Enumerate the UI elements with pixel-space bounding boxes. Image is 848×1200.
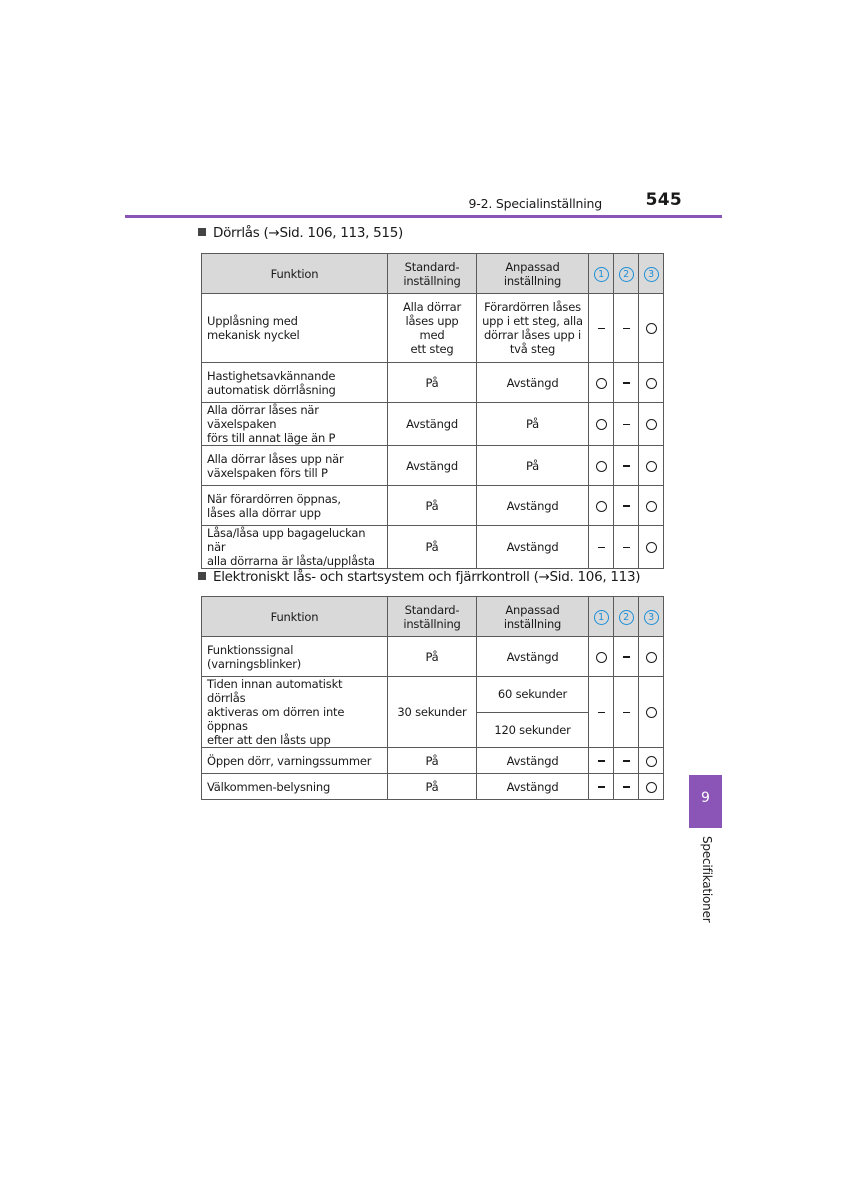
mode-2-icon: 2 <box>619 267 634 282</box>
row-standard: Avstängd <box>388 403 477 446</box>
table-row <box>202 294 664 363</box>
row-funktion: Låsa/låsa upp bagageluckan när alla dörrarna är låsta/upplåsta <box>202 526 388 569</box>
chapter-tab <box>689 775 722 828</box>
row-funktion: Hastighetsavkännande automatisk dörrlåsning <box>202 363 388 403</box>
row-anpassad: Avstängd <box>477 363 589 403</box>
section-title-doorlock <box>198 225 403 241</box>
header-funktion: Funktion <box>202 254 388 294</box>
table-header-row <box>202 254 664 294</box>
row-funktion: Öppen dörr, varningssummer <box>202 748 388 774</box>
header-anpassad: Anpassad inställning <box>477 254 589 294</box>
not-supported-dash-icon <box>623 505 630 506</box>
supported-circle-icon <box>646 419 657 430</box>
mark-3 <box>639 363 664 403</box>
row-anpassad: Avstängd <box>477 748 589 774</box>
mode-3-icon: 3 <box>644 610 659 625</box>
row-funktion: När förardörren öppnas, låses alla dörrar upp <box>202 486 388 526</box>
mode-1-icon: 1 <box>594 267 609 282</box>
mode-1-icon: 1 <box>594 610 609 625</box>
row-standard: På <box>388 637 477 677</box>
chapter-number: 9 <box>701 790 710 806</box>
not-supported-dash-icon <box>623 382 630 383</box>
table-row <box>202 637 664 677</box>
mark-1 <box>589 294 614 363</box>
mark-3 <box>639 294 664 363</box>
table-row <box>202 446 664 486</box>
supported-circle-icon <box>646 707 657 718</box>
mode-2-icon: 2 <box>619 610 634 625</box>
page-header <box>125 188 722 218</box>
header-mode-3 <box>639 254 664 294</box>
supported-circle-icon <box>596 378 607 389</box>
mark-1 <box>589 526 614 569</box>
header-funktion: Funktion <box>202 597 388 637</box>
row-funktion: Alla dörrar låses upp när växelspaken förs till P <box>202 446 388 486</box>
mark-1 <box>589 748 614 774</box>
mark-2 <box>614 526 639 569</box>
mark-3 <box>639 446 664 486</box>
mark-2 <box>614 677 639 748</box>
mark-3 <box>639 486 664 526</box>
row-funktion: Tiden innan automatiskt dörrlås aktiveras om dörren inte öppnas efter att den låsts upp <box>202 677 388 748</box>
not-supported-dash-icon <box>598 760 605 761</box>
row-anpassad: Förardörren låses upp i ett steg, alla dörrar låses upp i två steg <box>477 294 589 363</box>
row-standard: På <box>388 486 477 526</box>
page-number: 545 <box>645 190 682 210</box>
row-funktion: Funktionssignal (varningsblinker) <box>202 637 388 677</box>
supported-circle-icon <box>646 461 657 472</box>
row-anpassad: Avstängd <box>477 774 589 800</box>
table-row <box>202 486 664 526</box>
row-anpassad-option-1: 60 sekunder <box>477 677 589 713</box>
supported-circle-icon <box>646 782 657 793</box>
not-supported-dash-icon <box>598 712 605 713</box>
header-mode-2 <box>614 597 639 637</box>
supported-circle-icon <box>596 652 607 663</box>
supported-circle-icon <box>646 323 657 334</box>
mark-2 <box>614 294 639 363</box>
not-supported-dash-icon <box>598 786 605 787</box>
not-supported-dash-icon <box>623 760 630 761</box>
mark-1 <box>589 774 614 800</box>
row-standard: Avstängd <box>388 446 477 486</box>
table-row <box>202 748 664 774</box>
mark-2 <box>614 637 639 677</box>
table-row <box>202 774 664 800</box>
mark-1 <box>589 486 614 526</box>
mark-2 <box>614 748 639 774</box>
row-anpassad: På <box>477 403 589 446</box>
row-anpassad: Avstängd <box>477 637 589 677</box>
row-anpassad: Avstängd <box>477 526 589 569</box>
mark-3 <box>639 748 664 774</box>
not-supported-dash-icon <box>623 712 630 713</box>
mark-2 <box>614 486 639 526</box>
mark-2 <box>614 363 639 403</box>
mark-3 <box>639 677 664 748</box>
table-row <box>202 403 664 446</box>
mark-3 <box>639 526 664 569</box>
row-standard: Alla dörrar låses upp med ett steg <box>388 294 477 363</box>
row-standard: 30 sekunder <box>388 677 477 748</box>
row-standard: På <box>388 748 477 774</box>
section-title-text: Elektroniskt lås- och startsystem och fjärrkontroll (→Sid. 106, 113) <box>213 569 641 585</box>
bullet-square-icon <box>198 572 206 580</box>
supported-circle-icon <box>596 501 607 512</box>
header-rule <box>125 215 722 218</box>
header-standard: Standard- inställning <box>388 254 477 294</box>
row-standard: På <box>388 526 477 569</box>
supported-circle-icon <box>646 378 657 389</box>
supported-circle-icon <box>596 461 607 472</box>
supported-circle-icon <box>646 501 657 512</box>
section-heading: 9-2. Specialinställning <box>468 196 602 211</box>
not-supported-dash-icon <box>623 656 630 657</box>
row-funktion: Upplåsning med mekanisk nyckel <box>202 294 388 363</box>
supported-circle-icon <box>596 419 607 430</box>
row-anpassad: Avstängd <box>477 486 589 526</box>
row-standard: På <box>388 363 477 403</box>
not-supported-dash-icon <box>598 547 605 548</box>
header-anpassad: Anpassad inställning <box>477 597 589 637</box>
mark-3 <box>639 774 664 800</box>
smartkey-table <box>201 596 664 800</box>
mark-3 <box>639 637 664 677</box>
section-title-text: Dörrlås (→Sid. 106, 113, 515) <box>213 225 403 241</box>
mark-2 <box>614 446 639 486</box>
header-mode-3 <box>639 597 664 637</box>
not-supported-dash-icon <box>598 328 605 329</box>
mark-2 <box>614 403 639 446</box>
table-header-row <box>202 597 664 637</box>
bullet-square-icon <box>198 228 206 236</box>
mode-3-icon: 3 <box>644 267 659 282</box>
section-title-smartkey <box>198 569 640 585</box>
header-mode-1 <box>589 597 614 637</box>
mark-1 <box>589 363 614 403</box>
header-mode-2 <box>614 254 639 294</box>
table-row <box>202 677 664 713</box>
not-supported-dash-icon <box>623 547 630 548</box>
header-mode-1 <box>589 254 614 294</box>
mark-1 <box>589 403 614 446</box>
mark-1 <box>589 637 614 677</box>
table-row <box>202 526 664 569</box>
mark-1 <box>589 677 614 748</box>
row-anpassad-option-2: 120 sekunder <box>477 712 589 748</box>
header-standard: Standard- inställning <box>388 597 477 637</box>
table-row <box>202 363 664 403</box>
not-supported-dash-icon <box>623 465 630 466</box>
row-funktion: Välkommen-belysning <box>202 774 388 800</box>
mark-2 <box>614 774 639 800</box>
supported-circle-icon <box>646 756 657 767</box>
row-funktion: Alla dörrar låses när växelspaken förs till annat läge än P <box>202 403 388 446</box>
mark-1 <box>589 446 614 486</box>
mark-3 <box>639 403 664 446</box>
row-standard: På <box>388 774 477 800</box>
supported-circle-icon <box>646 652 657 663</box>
not-supported-dash-icon <box>623 424 630 425</box>
chapter-label-text: Specifikationer <box>700 836 714 923</box>
supported-circle-icon <box>646 542 657 553</box>
not-supported-dash-icon <box>623 328 630 329</box>
row-anpassad: På <box>477 446 589 486</box>
doorlock-table <box>201 253 664 569</box>
not-supported-dash-icon <box>623 786 630 787</box>
chapter-label <box>689 836 722 956</box>
